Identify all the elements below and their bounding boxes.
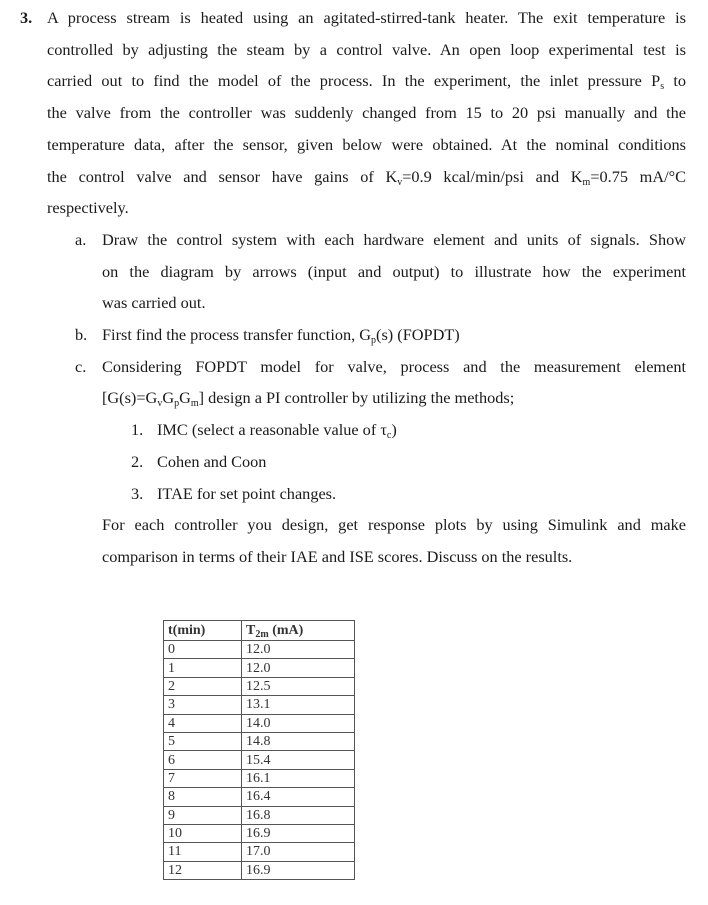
header-time: t(min) xyxy=(164,621,242,641)
text-line xyxy=(47,97,686,129)
text-segment: IMC (select a reasonable value of τ xyxy=(157,420,387,440)
text-segment: controlled by adjusting the steam by a control valve. An open loop experimental test is xyxy=(47,39,686,59)
time-cell: 12 xyxy=(164,861,242,879)
text-segment: the control valve and sensor have gains of K xyxy=(47,166,398,186)
text-line xyxy=(102,287,206,319)
temperature-cell: 12.0 xyxy=(242,641,355,659)
temperature-cell: 14.0 xyxy=(242,714,355,732)
temperature-cell: 12.0 xyxy=(242,659,355,677)
text-line xyxy=(102,509,686,541)
time-cell: 3 xyxy=(164,696,242,714)
text-segment: First find the process transfer function, G xyxy=(102,325,372,344)
header-temperature xyxy=(242,621,355,641)
text-line xyxy=(157,414,397,446)
text-segment: A process stream is heated using an agitated-stirred-tank heater. The exit temperature is xyxy=(47,8,686,27)
temperature-cell: 16.9 xyxy=(242,824,355,842)
text-segment: carried out to find the model of the process. In the experiment, the inlet pressure P xyxy=(47,71,661,91)
time-cell: 9 xyxy=(164,806,242,824)
time-cell: 8 xyxy=(164,788,242,806)
table-row xyxy=(164,806,355,824)
text-segment: =0.9 kcal/min/psi and K xyxy=(402,166,583,186)
table-header-row xyxy=(164,621,355,641)
temperature-cell: 13.1 xyxy=(242,696,355,714)
text-segment: was carried out. xyxy=(102,293,206,313)
header-temp-symbol: T xyxy=(246,623,256,638)
time-cell: 10 xyxy=(164,824,242,842)
subscript: v xyxy=(157,398,163,410)
temperature-cell: 17.0 xyxy=(242,843,355,861)
text-line xyxy=(102,382,514,414)
header-temp-subscript: 2m xyxy=(255,629,269,640)
text-segment: Draw the control system with each hardware element and units of signals. Show xyxy=(102,229,686,249)
table-row xyxy=(164,714,355,732)
temperature-cell: 16.1 xyxy=(242,769,355,787)
list-label: 2. xyxy=(131,451,144,471)
question-number: 3. xyxy=(20,8,33,27)
time-cell: 0 xyxy=(164,641,242,659)
text-segment: ITAE for set point changes. xyxy=(157,483,337,503)
list-label: a. xyxy=(75,229,87,249)
list-label: b. xyxy=(75,325,88,344)
text-segment: G xyxy=(162,388,175,408)
text-line xyxy=(102,256,686,288)
subscript: s xyxy=(660,81,665,93)
subscript: c xyxy=(386,430,392,442)
text-segment: G xyxy=(179,388,191,408)
temperature-cell: 16.9 xyxy=(242,861,355,879)
table-row xyxy=(164,659,355,677)
temperature-cell: 16.8 xyxy=(242,806,355,824)
subscript: p xyxy=(174,398,180,410)
header-temp-unit: (mA) xyxy=(268,623,304,638)
text-line xyxy=(47,2,686,34)
text-line xyxy=(47,65,686,97)
subscript: m xyxy=(190,398,199,410)
text-segment: respectively. xyxy=(47,198,129,218)
table-row xyxy=(164,641,355,659)
temperature-cell: 15.4 xyxy=(242,751,355,769)
table-row xyxy=(164,843,355,861)
data-table xyxy=(163,620,355,880)
time-cell: 6 xyxy=(164,751,242,769)
table-row xyxy=(164,861,355,879)
text-segment: on the diagram by arrows (input and output) to illustrate how the experiment xyxy=(102,261,686,281)
time-cell: 5 xyxy=(164,732,242,750)
text-line xyxy=(102,541,572,573)
text-segment: For each controller you design, get response plots by using Simulink and make xyxy=(102,515,686,535)
table-row xyxy=(164,677,355,695)
time-cell: 1 xyxy=(164,659,242,677)
text-segment: comparison in terms of their IAE and ISE scores. Discuss on the results. xyxy=(102,546,573,566)
time-cell: 2 xyxy=(164,677,242,695)
temperature-cell: 16.4 xyxy=(242,788,355,806)
table-row xyxy=(164,788,355,806)
table-row xyxy=(164,751,355,769)
text-line xyxy=(157,446,266,478)
text-segment: the valve from the controller was suddenly changed from 15 to 20 psi manually and the xyxy=(47,103,686,123)
text-segment: ] design a PI controller by utilizing the methods; xyxy=(198,388,515,408)
table-row xyxy=(164,732,355,750)
table-row xyxy=(164,769,355,787)
temperature-cell: 14.8 xyxy=(242,732,355,750)
table-row xyxy=(164,824,355,842)
text-segment: [G(s)=G xyxy=(102,388,158,408)
list-label: 1. xyxy=(131,420,144,440)
text-segment: =0.75 mA/°C xyxy=(590,166,686,186)
time-cell: 7 xyxy=(164,769,242,787)
list-label: c. xyxy=(75,356,87,376)
text-line xyxy=(102,224,686,256)
text-line xyxy=(157,478,336,510)
subscript: m xyxy=(582,176,591,188)
text-line xyxy=(47,129,686,161)
subscript: p xyxy=(371,335,377,346)
text-segment: to xyxy=(664,71,686,91)
time-cell: 4 xyxy=(164,714,242,732)
text-segment: Cohen and Coon xyxy=(157,451,267,471)
text-line xyxy=(47,34,686,66)
text-line xyxy=(47,161,686,193)
text-segment: (s) (FOPDT) xyxy=(376,325,460,344)
list-label: 3. xyxy=(131,483,144,503)
text-line xyxy=(102,319,460,351)
text-segment: temperature data, after the sensor, given below were obtained. At the nominal conditions xyxy=(47,134,686,154)
time-cell: 11 xyxy=(164,843,242,861)
table-row xyxy=(164,696,355,714)
text-segment: ) xyxy=(391,420,397,440)
text-line xyxy=(102,351,686,383)
text-segment: Considering FOPDT model for valve, process and the measurement element xyxy=(102,356,686,376)
text-line xyxy=(47,192,129,224)
temperature-cell: 12.5 xyxy=(242,677,355,695)
subscript: v xyxy=(397,176,403,188)
